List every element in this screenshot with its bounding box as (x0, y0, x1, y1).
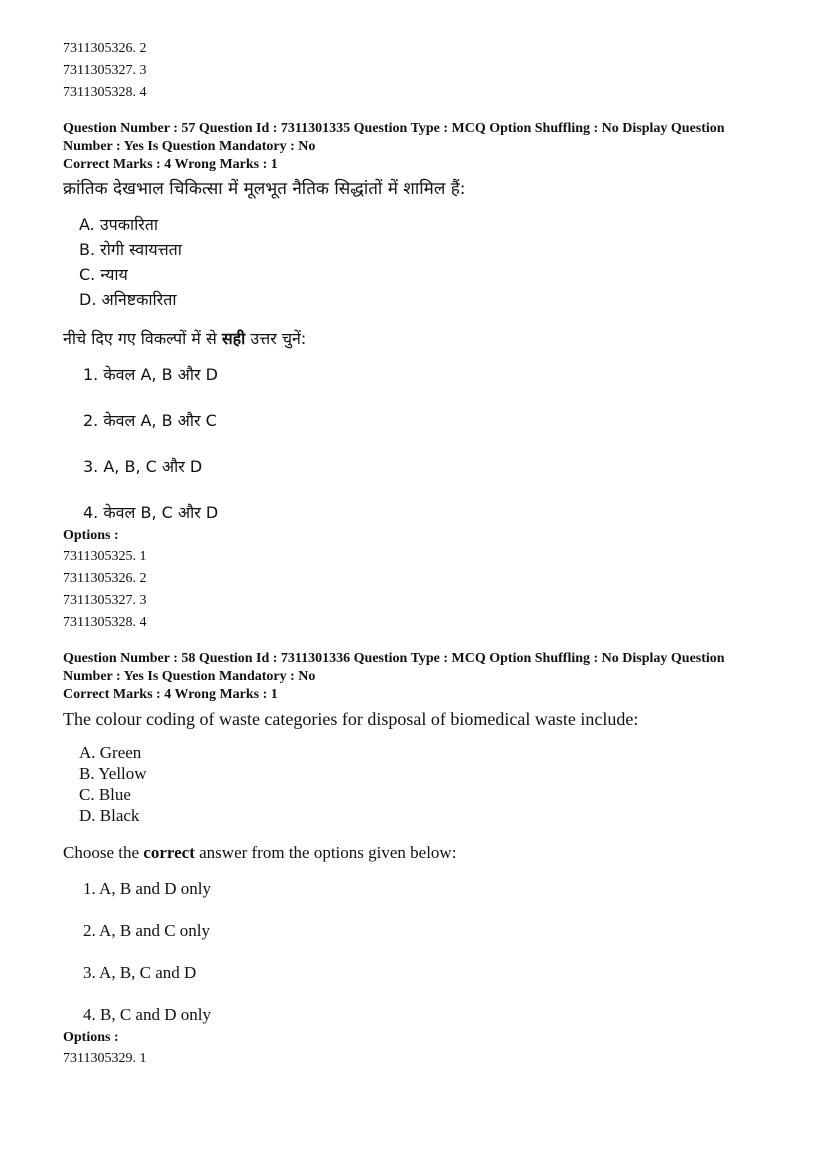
question-text: The colour coding of waste categories for disposal of biomedical waste include: (63, 709, 639, 729)
statement-list (79, 212, 803, 312)
option-id-line: 7311305326. 2 (63, 571, 147, 586)
document-page (63, 38, 803, 1070)
statement-item: D. Black (79, 806, 140, 825)
top-options-list (63, 38, 803, 104)
question-header (63, 120, 803, 174)
question-header-line1: Question Number : 58 Question Id : 7311301336 Question Type : MCQ Option Shuffling : No Display Question (63, 651, 725, 666)
statement-item: B. Yellow (79, 764, 147, 783)
option-id-line: 7311305327. 3 (63, 593, 147, 608)
option-id-line: 7311305325. 1 (63, 549, 147, 564)
answer-choice: 1. केवल A, B और D (83, 365, 218, 384)
answer-choices (83, 878, 803, 1026)
statement-item: C. Blue (79, 785, 131, 804)
question-58 (63, 650, 803, 1070)
question-text: क्रांतिक देखभाल चिकित्सा में मूलभूत नैतिक सिद्धांतों में शामिल हैं: (63, 179, 466, 199)
answer-prompt (63, 328, 803, 350)
option-id-line: 7311305326. 2 (63, 41, 147, 56)
statement-list (79, 742, 803, 826)
question-header (63, 650, 803, 704)
prompt-text-before: Choose the (63, 843, 144, 862)
statement-item: C. न्याय (79, 265, 128, 284)
question-57 (63, 120, 803, 634)
answer-choice: 1. A, B and D only (83, 879, 211, 898)
answer-choice: 4. B, C and D only (83, 1005, 211, 1024)
options-label: Options : (63, 528, 119, 543)
answer-choice: 4. केवल B, C और D (83, 503, 219, 522)
prompt-text-after: उत्तर चुनें: (245, 329, 307, 348)
answer-choice: 2. केवल A, B और C (83, 411, 217, 430)
prompt-emphasis: correct (143, 843, 195, 862)
statement-item: D. अनिष्टकारिता (79, 290, 177, 309)
answer-prompt (63, 842, 803, 864)
question-header-line2: Number : Yes Is Question Mandatory : No (63, 139, 316, 154)
question-marks: Correct Marks : 4 Wrong Marks : 1 (63, 687, 278, 702)
options-list (63, 546, 803, 634)
prompt-emphasis: सही (221, 329, 246, 348)
statement-item: A. Green (79, 743, 142, 762)
option-id-line: 7311305327. 3 (63, 63, 147, 78)
prompt-text-before: नीचे दिए गए विकल्पों में से (63, 329, 222, 348)
prompt-text-after: answer from the options given below: (194, 843, 457, 862)
question-header-line1: Question Number : 57 Question Id : 7311301335 Question Type : MCQ Option Shuffling : No Display Question (63, 121, 725, 136)
answer-choice: 3. A, B, C और D (83, 457, 203, 476)
answer-choice: 2. A, B and C only (83, 921, 211, 940)
statement-item: A. उपकारिता (79, 215, 159, 234)
option-id-line: 7311305328. 4 (63, 615, 147, 630)
question-marks: Correct Marks : 4 Wrong Marks : 1 (63, 157, 278, 172)
option-id-line: 7311305329. 1 (63, 1051, 147, 1066)
answer-choices (83, 364, 803, 524)
options-label: Options : (63, 1030, 119, 1045)
option-id-line: 7311305328. 4 (63, 85, 147, 100)
question-header-line2: Number : Yes Is Question Mandatory : No (63, 669, 316, 684)
options-list (63, 1048, 803, 1070)
answer-choice: 3. A, B, C and D (83, 963, 197, 982)
statement-item: B. रोगी स्वायत्तता (79, 240, 182, 259)
